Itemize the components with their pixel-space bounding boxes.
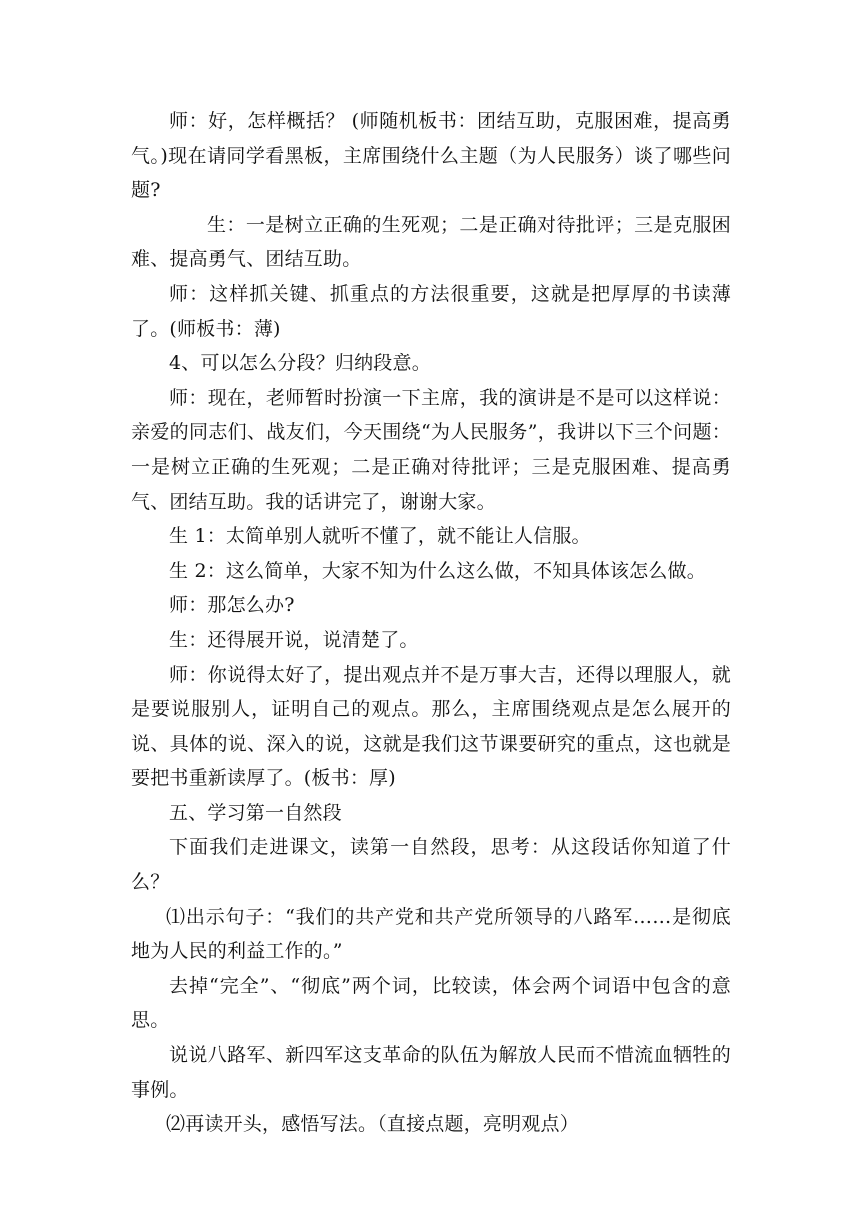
paragraph-examples: 说说八路军、新四军这支革命的队伍为解放人民而不惜流血牺牲的事例。 [131, 1044, 731, 1101]
paragraph-teacher-thick: 师：你说得太好了，提出观点并不是万事大吉，还得以理服人，就是要说服别人，证明自己的观点。那么，主席围绕观点是怎么展开的说、具体的说、深入的说，这就是我们这节课要研究的重点，这也就是要把书重新读厚了。(板书：厚) [131, 663, 731, 790]
paragraph-student-answer: 生：一是树立正确的生死观；二是正确对待批评；三是克服困难、提高勇气、团结互助。 [131, 213, 731, 271]
paragraph-compare: 去掉“完全”、“彻底”两个词，比较读，体会两个词语中包含的意思。 [131, 974, 731, 1032]
paragraph-teacher-summary: 师：好，怎样概括？ (师随机板书：团结互助，克服困难，提高勇气。)现在请同学看黑板，主席围绕什么主题（为人民服务）谈了哪些问题? [131, 110, 731, 202]
paragraph-reread: ⑵再读开头，感悟写法。（直接点题，亮明观点） [166, 1113, 579, 1136]
paragraph-show-sentence: ⑴出示句子：“我们的共产党和共产党所领导的八路军……是彻底地为人民的利益工作的。” [131, 905, 731, 963]
paragraph-student-2: 生 2：这么简单，大家不知为什么这么做，不知具体该怎么做。 [169, 559, 706, 582]
paragraph-teacher-question: 师：那怎么办? [169, 594, 295, 617]
paragraph-teacher-thin: 师：这样抓关键、抓重点的方法很重要，这就是把厚厚的书读薄了。(师板书：薄) [131, 282, 731, 340]
paragraph-section-4: 4、可以怎么分段？归纳段意。 [169, 352, 431, 375]
section-heading-five: 五、学习第一自然段 [169, 801, 342, 824]
paragraph-student-1: 生 1：太简单别人就听不懂了，就不能让人信服。 [169, 525, 591, 548]
document-body [131, 104, 731, 1142]
paragraph-teacher-speech: 师：现在，老师暂时扮演一下主席，我的演讲是不是可以这样说：亲爱的同志们、战友们，今天围绕“为人民服务”，我讲以下三个问题：一是树立正确的生死观；二是正确对待批评；三是克服困难、提高勇气、团结互助。我的话讲完了，谢谢大家。 [131, 386, 731, 513]
paragraph-read-first: 下面我们走进课文，读第一自然段，思考：从这段话你知道了什么？ [131, 836, 731, 894]
paragraph-student-reply: 生：还得展开说，说清楚了。 [169, 628, 419, 651]
